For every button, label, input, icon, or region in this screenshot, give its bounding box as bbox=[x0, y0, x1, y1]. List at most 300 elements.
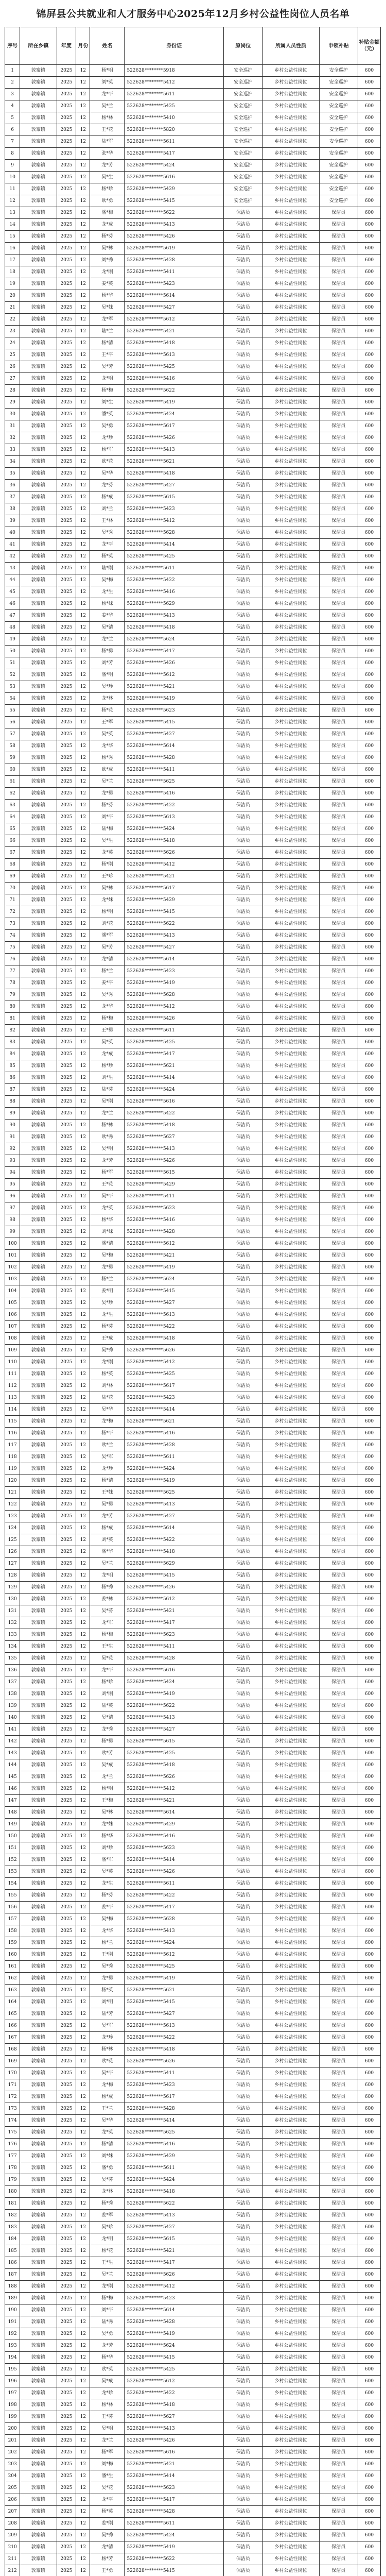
cell-year: 2025 bbox=[57, 965, 76, 977]
cell-township: 敦寨镇 bbox=[20, 1736, 57, 1748]
cell-township: 敦寨镇 bbox=[20, 2233, 57, 2245]
cell-original-post: 保洁员 bbox=[224, 1973, 262, 1985]
cell-year: 2025 bbox=[57, 136, 76, 148]
cell-month: 12 bbox=[76, 2518, 90, 2530]
cell-serial-number: 103 bbox=[5, 1274, 20, 1285]
cell-township: 敦寨镇 bbox=[20, 2139, 57, 2150]
cell-amount: 600 bbox=[358, 752, 380, 764]
cell-year: 2025 bbox=[57, 1487, 76, 1499]
table-row bbox=[5, 1949, 381, 1961]
cell-original-post: 保洁员 bbox=[224, 2328, 262, 2340]
cell-subsidy: 保洁员 bbox=[319, 800, 358, 811]
cell-subsidy: 保洁员 bbox=[319, 1155, 358, 1167]
cell-subsidy: 保洁员 bbox=[319, 2245, 358, 2257]
cell-id-number: 522628********5422 bbox=[125, 1108, 224, 1120]
cell-personnel-type: 乡村公益性岗位 bbox=[262, 195, 319, 207]
cell-month: 12 bbox=[76, 1700, 90, 1712]
cell-subsidy: 保洁员 bbox=[319, 207, 358, 219]
cell-personnel-type: 乡村公益性岗位 bbox=[262, 2494, 319, 2506]
cell-id-number: 522628********5422 bbox=[125, 800, 224, 811]
cell-serial-number: 135 bbox=[5, 1653, 20, 1665]
table-row bbox=[5, 752, 381, 764]
cell-month: 12 bbox=[76, 492, 90, 503]
cell-id-number: 522628********5421 bbox=[125, 1605, 224, 1617]
cell-year: 2025 bbox=[57, 219, 76, 231]
table-row bbox=[5, 314, 381, 326]
table-row bbox=[5, 1854, 381, 1866]
cell-amount: 600 bbox=[358, 326, 380, 337]
cell-original-post: 保洁员 bbox=[224, 1594, 262, 1605]
cell-township: 敦寨镇 bbox=[20, 717, 57, 728]
cell-amount: 600 bbox=[358, 1333, 380, 1345]
table-row bbox=[5, 835, 381, 847]
cell-subsidy: 安全巡护 bbox=[319, 172, 358, 183]
table-row bbox=[5, 2376, 381, 2387]
cell-original-post: 保洁员 bbox=[224, 2411, 262, 2423]
cell-month: 12 bbox=[76, 1665, 90, 1676]
cell-township: 敦寨镇 bbox=[20, 1475, 57, 1487]
cell-original-post: 保洁员 bbox=[224, 2032, 262, 2044]
cell-serial-number: 69 bbox=[5, 871, 20, 883]
table-row bbox=[5, 1214, 381, 1226]
cell-month: 12 bbox=[76, 1783, 90, 1795]
cell-personnel-type: 乡村公益性岗位 bbox=[262, 1890, 319, 1902]
cell-name: 吴*芬 bbox=[90, 1605, 125, 1617]
cell-serial-number: 149 bbox=[5, 1819, 20, 1831]
cell-township: 敦寨镇 bbox=[20, 183, 57, 195]
cell-amount: 600 bbox=[358, 1120, 380, 1131]
cell-original-post: 保洁员 bbox=[224, 2269, 262, 2281]
cell-personnel-type: 乡村公益性岗位 bbox=[262, 1250, 319, 1262]
cell-subsidy: 保洁员 bbox=[319, 1143, 358, 1155]
cell-month: 12 bbox=[76, 1629, 90, 1641]
table-row bbox=[5, 918, 381, 930]
cell-subsidy: 保洁员 bbox=[319, 314, 358, 326]
table-row bbox=[5, 705, 381, 717]
cell-month: 12 bbox=[76, 1108, 90, 1120]
cell-township: 敦寨镇 bbox=[20, 2518, 57, 2530]
cell-personnel-type: 乡村公益性岗位 bbox=[262, 136, 319, 148]
cell-name: 吴*英 bbox=[90, 1037, 125, 1048]
cell-name: 龙*英 bbox=[90, 1202, 125, 1214]
cell-amount: 600 bbox=[358, 1854, 380, 1866]
cell-month: 12 bbox=[76, 2150, 90, 2162]
cell-serial-number: 196 bbox=[5, 2376, 20, 2387]
cell-subsidy: 保洁员 bbox=[319, 1759, 358, 1771]
cell-id-number: 522628********5416 bbox=[125, 1214, 224, 1226]
cell-year: 2025 bbox=[57, 1771, 76, 1783]
cell-personnel-type: 乡村公益性岗位 bbox=[262, 1902, 319, 1913]
cell-township: 敦寨镇 bbox=[20, 657, 57, 669]
cell-township: 敦寨镇 bbox=[20, 2127, 57, 2139]
cell-year: 2025 bbox=[57, 681, 76, 693]
cell-month: 12 bbox=[76, 2067, 90, 2079]
cell-original-post: 保洁员 bbox=[224, 1522, 262, 1534]
cell-month: 12 bbox=[76, 1996, 90, 2008]
cell-id-number: 522628********5415 bbox=[125, 2352, 224, 2364]
cell-amount: 600 bbox=[358, 2494, 380, 2506]
cell-original-post: 保洁员 bbox=[224, 1013, 262, 1025]
cell-month: 12 bbox=[76, 409, 90, 420]
cell-amount: 600 bbox=[358, 302, 380, 314]
cell-name: 刘*珍 bbox=[90, 1842, 125, 1854]
cell-amount: 600 bbox=[358, 2032, 380, 2044]
cell-township: 敦寨镇 bbox=[20, 1854, 57, 1866]
cell-township: 敦寨镇 bbox=[20, 942, 57, 954]
cell-name: 王*生 bbox=[90, 2257, 125, 2269]
cell-month: 12 bbox=[76, 1345, 90, 1357]
cell-township: 敦寨镇 bbox=[20, 1676, 57, 1688]
table-row bbox=[5, 2506, 381, 2518]
cell-month: 12 bbox=[76, 361, 90, 373]
cell-year: 2025 bbox=[57, 2127, 76, 2139]
cell-original-post: 保洁员 bbox=[224, 1985, 262, 1996]
cell-year: 2025 bbox=[57, 598, 76, 610]
cell-personnel-type: 乡村公益性岗位 bbox=[262, 1854, 319, 1866]
cell-month: 12 bbox=[76, 65, 90, 77]
cell-month: 12 bbox=[76, 148, 90, 160]
table-row bbox=[5, 2198, 381, 2210]
cell-id-number: 522628********5421 bbox=[125, 871, 224, 883]
cell-serial-number: 59 bbox=[5, 752, 20, 764]
cell-serial-number: 18 bbox=[5, 266, 20, 278]
cell-id-number: 522628********5626 bbox=[125, 1771, 224, 1783]
table-row bbox=[5, 1060, 381, 1072]
cell-id-number: 522628********5412 bbox=[125, 515, 224, 527]
cell-year: 2025 bbox=[57, 1333, 76, 1345]
cell-name: 吴*清 bbox=[90, 1712, 125, 1724]
cell-original-post: 保洁员 bbox=[224, 1475, 262, 1487]
cell-month: 12 bbox=[76, 1428, 90, 1439]
cell-id-number: 522628********5623 bbox=[125, 1842, 224, 1854]
cell-year: 2025 bbox=[57, 2399, 76, 2411]
cell-name: 吴*兰 bbox=[90, 100, 125, 112]
cell-serial-number: 7 bbox=[5, 136, 20, 148]
cell-serial-number: 61 bbox=[5, 776, 20, 788]
table-row bbox=[5, 2008, 381, 2020]
cell-personnel-type: 乡村公益性岗位 bbox=[262, 1451, 319, 1463]
cell-township: 敦寨镇 bbox=[20, 1842, 57, 1854]
cell-original-post: 保洁员 bbox=[224, 1345, 262, 1357]
cell-amount: 600 bbox=[358, 657, 380, 669]
cell-year: 2025 bbox=[57, 1048, 76, 1060]
table-row bbox=[5, 302, 381, 314]
cell-personnel-type: 乡村公益性岗位 bbox=[262, 349, 319, 361]
cell-name: 王*生 bbox=[90, 1641, 125, 1653]
cell-id-number: 522628********5623 bbox=[125, 1629, 224, 1641]
cell-personnel-type: 乡村公益性岗位 bbox=[262, 480, 319, 492]
cell-serial-number: 36 bbox=[5, 480, 20, 492]
cell-subsidy: 保洁员 bbox=[319, 1309, 358, 1321]
table-row bbox=[5, 1404, 381, 1416]
cell-name: 刘*花 bbox=[90, 918, 125, 930]
cell-township: 敦寨镇 bbox=[20, 1771, 57, 1783]
cell-id-number: 522628********5415 bbox=[125, 1285, 224, 1297]
cell-id-number: 522628********5418 bbox=[125, 468, 224, 480]
table-row bbox=[5, 930, 381, 942]
cell-id-number: 522628********5426 bbox=[125, 432, 224, 444]
cell-name: 龙*珍 bbox=[90, 432, 125, 444]
cell-township: 敦寨镇 bbox=[20, 2541, 57, 2553]
cell-id-number: 522628********5626 bbox=[125, 2269, 224, 2281]
table-row bbox=[5, 2174, 381, 2186]
cell-year: 2025 bbox=[57, 1037, 76, 1048]
cell-year: 2025 bbox=[57, 2541, 76, 2553]
cell-id-number: 522628********5611 bbox=[125, 1451, 224, 1463]
cell-township: 敦寨镇 bbox=[20, 1179, 57, 1191]
cell-subsidy: 保洁员 bbox=[319, 693, 358, 705]
cell-name: 吴*林 bbox=[90, 1807, 125, 1819]
cell-serial-number: 78 bbox=[5, 977, 20, 989]
table-row bbox=[5, 2364, 381, 2376]
cell-subsidy: 保洁员 bbox=[319, 1783, 358, 1795]
cell-year: 2025 bbox=[57, 1902, 76, 1913]
cell-id-number: 522628********5612 bbox=[125, 1949, 224, 1961]
cell-serial-number: 154 bbox=[5, 1878, 20, 1890]
cell-name: 龙*清 bbox=[90, 2541, 125, 2553]
cell-year: 2025 bbox=[57, 2269, 76, 2281]
cell-name: 杨*秀 bbox=[90, 2198, 125, 2210]
cell-amount: 600 bbox=[358, 1297, 380, 1309]
cell-name: 龙*珍 bbox=[90, 1463, 125, 1475]
cell-personnel-type: 乡村公益性岗位 bbox=[262, 77, 319, 89]
cell-serial-number: 45 bbox=[5, 586, 20, 598]
table-row bbox=[5, 1238, 381, 1250]
cell-serial-number: 47 bbox=[5, 610, 20, 622]
cell-original-post: 安全巡护 bbox=[224, 148, 262, 160]
table-row bbox=[5, 2222, 381, 2233]
table-row bbox=[5, 2423, 381, 2435]
cell-month: 12 bbox=[76, 1842, 90, 1854]
cell-name: 刘*芳 bbox=[90, 657, 125, 669]
table-row bbox=[5, 1297, 381, 1309]
cell-personnel-type: 乡村公益性岗位 bbox=[262, 622, 319, 634]
cell-township: 敦寨镇 bbox=[20, 1096, 57, 1108]
cell-original-post: 保洁员 bbox=[224, 2565, 262, 2576]
cell-township: 敦寨镇 bbox=[20, 1037, 57, 1048]
table-row bbox=[5, 657, 381, 669]
cell-serial-number: 76 bbox=[5, 954, 20, 965]
cell-month: 12 bbox=[76, 2340, 90, 2352]
cell-month: 12 bbox=[76, 515, 90, 527]
cell-month: 12 bbox=[76, 2186, 90, 2198]
cell-township: 敦寨镇 bbox=[20, 1688, 57, 1700]
cell-id-number: 522628********5411 bbox=[125, 1191, 224, 1202]
cell-township: 敦寨镇 bbox=[20, 1297, 57, 1309]
table-row bbox=[5, 1712, 381, 1724]
cell-original-post: 安全巡护 bbox=[224, 136, 262, 148]
cell-amount: 600 bbox=[358, 1001, 380, 1013]
cell-subsidy: 保洁员 bbox=[319, 1202, 358, 1214]
cell-township: 敦寨镇 bbox=[20, 918, 57, 930]
cell-township: 敦寨镇 bbox=[20, 1368, 57, 1380]
cell-personnel-type: 乡村公益性岗位 bbox=[262, 563, 319, 574]
cell-name: 龙*明 bbox=[90, 1570, 125, 1582]
cell-serial-number: 49 bbox=[5, 634, 20, 646]
cell-subsidy: 保洁员 bbox=[319, 1048, 358, 1060]
cell-original-post: 保洁员 bbox=[224, 2530, 262, 2541]
cell-id-number: 522628********5611 bbox=[125, 89, 224, 100]
cell-personnel-type: 乡村公益性岗位 bbox=[262, 1439, 319, 1451]
table-row bbox=[5, 2352, 381, 2364]
cell-serial-number: 151 bbox=[5, 1842, 20, 1854]
cell-township: 敦寨镇 bbox=[20, 480, 57, 492]
cell-subsidy: 保洁员 bbox=[319, 1333, 358, 1345]
table-row bbox=[5, 100, 381, 112]
cell-amount: 600 bbox=[358, 1084, 380, 1096]
cell-id-number: 522628********5617 bbox=[125, 1380, 224, 1392]
cell-serial-number: 71 bbox=[5, 894, 20, 906]
cell-month: 12 bbox=[76, 1262, 90, 1274]
cell-serial-number: 27 bbox=[5, 373, 20, 385]
cell-id-number: 522628********5413 bbox=[125, 610, 224, 622]
cell-month: 12 bbox=[76, 2127, 90, 2139]
cell-subsidy: 保洁员 bbox=[319, 1451, 358, 1463]
cell-month: 12 bbox=[76, 124, 90, 136]
cell-name: 陆*花 bbox=[90, 1392, 125, 1404]
cell-township: 敦寨镇 bbox=[20, 728, 57, 740]
cell-serial-number: 93 bbox=[5, 1155, 20, 1167]
cell-subsidy: 保洁员 bbox=[319, 1439, 358, 1451]
cell-original-post: 保洁员 bbox=[224, 1048, 262, 1060]
cell-amount: 600 bbox=[358, 717, 380, 728]
cell-name: 吴*清 bbox=[90, 622, 125, 634]
cell-serial-number: 133 bbox=[5, 1629, 20, 1641]
cell-month: 12 bbox=[76, 243, 90, 255]
cell-year: 2025 bbox=[57, 1570, 76, 1582]
cell-township: 敦寨镇 bbox=[20, 2115, 57, 2127]
cell-personnel-type: 乡村公益性岗位 bbox=[262, 231, 319, 243]
cell-year: 2025 bbox=[57, 2340, 76, 2352]
cell-month: 12 bbox=[76, 326, 90, 337]
cell-month: 12 bbox=[76, 2210, 90, 2222]
cell-original-post: 保洁员 bbox=[224, 337, 262, 349]
cell-township: 敦寨镇 bbox=[20, 977, 57, 989]
cell-year: 2025 bbox=[57, 1724, 76, 1736]
cell-name: 龙*平 bbox=[90, 89, 125, 100]
cell-original-post: 保洁员 bbox=[224, 883, 262, 894]
cell-subsidy: 保洁员 bbox=[319, 2056, 358, 2067]
cell-subsidy: 保洁员 bbox=[319, 1167, 358, 1179]
cell-id-number: 522628********5424 bbox=[125, 409, 224, 420]
table-row bbox=[5, 1985, 381, 1996]
cell-year: 2025 bbox=[57, 1842, 76, 1854]
cell-year: 2025 bbox=[57, 2186, 76, 2198]
cell-name: 吴*明 bbox=[90, 2423, 125, 2435]
cell-year: 2025 bbox=[57, 2364, 76, 2376]
cell-name: 吴*兰 bbox=[90, 776, 125, 788]
cell-township: 敦寨镇 bbox=[20, 302, 57, 314]
table-row bbox=[5, 1937, 381, 1949]
cell-year: 2025 bbox=[57, 2032, 76, 2044]
cell-personnel-type: 乡村公益性岗位 bbox=[262, 2210, 319, 2222]
cell-original-post: 保洁员 bbox=[224, 1676, 262, 1688]
header-id-number: 身份证 bbox=[125, 27, 224, 65]
cell-year: 2025 bbox=[57, 1558, 76, 1570]
cell-month: 12 bbox=[76, 1925, 90, 1937]
cell-id-number: 522628********5611 bbox=[125, 1025, 224, 1037]
cell-personnel-type: 乡村公益性岗位 bbox=[262, 1937, 319, 1949]
cell-subsidy: 保洁员 bbox=[319, 2174, 358, 2186]
table-row bbox=[5, 468, 381, 480]
cell-personnel-type: 乡村公益性岗位 bbox=[262, 2447, 319, 2459]
cell-subsidy: 保洁员 bbox=[319, 1854, 358, 1866]
cell-year: 2025 bbox=[57, 1214, 76, 1226]
cell-subsidy: 保洁员 bbox=[319, 965, 358, 977]
cell-month: 12 bbox=[76, 894, 90, 906]
cell-name: 杨*明 bbox=[90, 65, 125, 77]
cell-subsidy: 保洁员 bbox=[319, 2079, 358, 2091]
cell-personnel-type: 乡村公益性岗位 bbox=[262, 1096, 319, 1108]
cell-subsidy: 保洁员 bbox=[319, 1250, 358, 1262]
cell-month: 12 bbox=[76, 1274, 90, 1285]
cell-id-number: 522628********5625 bbox=[125, 2127, 224, 2139]
table-row bbox=[5, 2233, 381, 2245]
cell-personnel-type: 乡村公益性岗位 bbox=[262, 1368, 319, 1380]
cell-personnel-type: 乡村公益性岗位 bbox=[262, 883, 319, 894]
cell-month: 12 bbox=[76, 160, 90, 172]
cell-subsidy: 保洁员 bbox=[319, 1641, 358, 1653]
cell-serial-number: 1 bbox=[5, 65, 20, 77]
cell-name: 杨*华 bbox=[90, 1214, 125, 1226]
cell-year: 2025 bbox=[57, 1167, 76, 1179]
cell-subsidy: 保洁员 bbox=[319, 740, 358, 752]
cell-amount: 600 bbox=[358, 622, 380, 634]
cell-personnel-type: 乡村公益性岗位 bbox=[262, 2364, 319, 2376]
cell-year: 2025 bbox=[57, 148, 76, 160]
cell-serial-number: 12 bbox=[5, 195, 20, 207]
cell-serial-number: 202 bbox=[5, 2447, 20, 2459]
cell-serial-number: 204 bbox=[5, 2470, 20, 2482]
cell-year: 2025 bbox=[57, 2387, 76, 2399]
cell-month: 12 bbox=[76, 1771, 90, 1783]
cell-township: 敦寨镇 bbox=[20, 1025, 57, 1037]
cell-year: 2025 bbox=[57, 2470, 76, 2482]
cell-month: 12 bbox=[76, 2494, 90, 2506]
cell-id-number: 522628********5427 bbox=[125, 728, 224, 740]
cell-subsidy: 安全巡护 bbox=[319, 160, 358, 172]
cell-township: 敦寨镇 bbox=[20, 2044, 57, 2056]
cell-amount: 600 bbox=[358, 2518, 380, 2530]
cell-month: 12 bbox=[76, 847, 90, 859]
cell-original-post: 保洁员 bbox=[224, 385, 262, 397]
cell-subsidy: 保洁员 bbox=[319, 1890, 358, 1902]
cell-year: 2025 bbox=[57, 693, 76, 705]
cell-serial-number: 166 bbox=[5, 2020, 20, 2032]
cell-serial-number: 148 bbox=[5, 1807, 20, 1819]
cell-personnel-type: 乡村公益性岗位 bbox=[262, 2044, 319, 2056]
cell-personnel-type: 乡村公益性岗位 bbox=[262, 207, 319, 219]
cell-original-post: 保洁员 bbox=[224, 634, 262, 646]
table-row bbox=[5, 136, 381, 148]
cell-month: 12 bbox=[76, 1309, 90, 1321]
cell-subsidy: 保洁员 bbox=[319, 894, 358, 906]
cell-year: 2025 bbox=[57, 1096, 76, 1108]
table-row bbox=[5, 1807, 381, 1819]
cell-id-number: 522628********5615 bbox=[125, 1167, 224, 1179]
cell-serial-number: 73 bbox=[5, 918, 20, 930]
cell-amount: 600 bbox=[358, 574, 380, 586]
cell-serial-number: 11 bbox=[5, 183, 20, 195]
cell-year: 2025 bbox=[57, 1783, 76, 1795]
cell-amount: 600 bbox=[358, 1345, 380, 1357]
cell-name: 龙*刚 bbox=[90, 2281, 125, 2293]
cell-id-number: 522628********5616 bbox=[125, 2447, 224, 2459]
cell-subsidy: 保洁员 bbox=[319, 1712, 358, 1724]
cell-original-post: 保洁员 bbox=[224, 1321, 262, 1333]
cell-month: 12 bbox=[76, 1985, 90, 1996]
cell-original-post: 保洁员 bbox=[224, 1096, 262, 1108]
